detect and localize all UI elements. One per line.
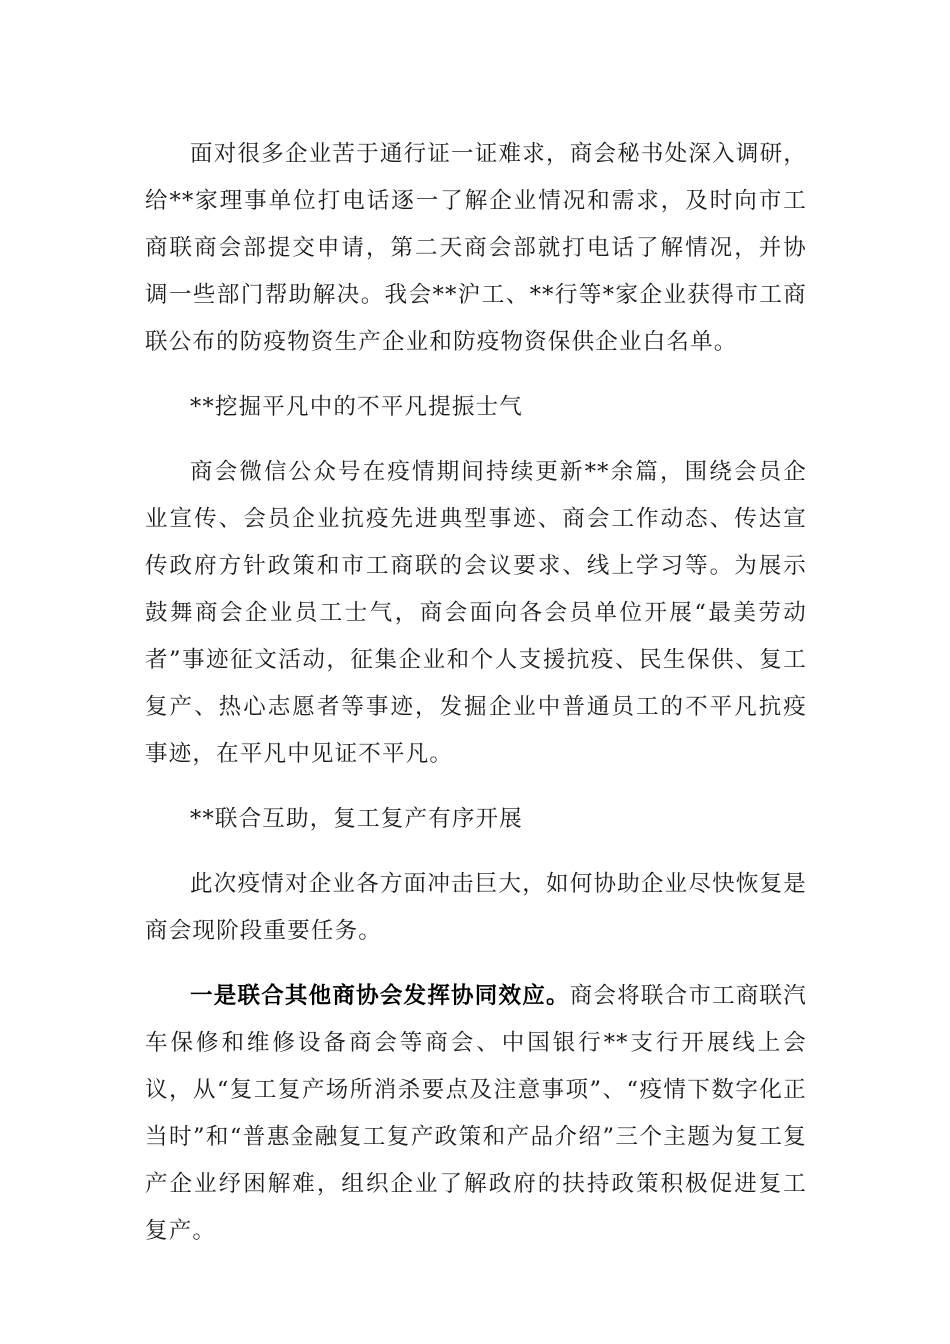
paragraph-lead-bold: 一是联合其他商协会发挥协同效应。 [190,983,570,1009]
paragraph-text: 面对很多企业苦于通行证一证难求，商会秘书处深入调研，给**家理事单位打电话逐一了解企业情况和需求，及时向市工商联商会部提交申请，第二天商会部就打电话了解情况，并协调一些部门帮助解决。我会**沪工、**行等*家企业获得市工商联公布的防疫物资生产企业和防疫物资保供企业白名单。 [145,141,807,355]
paragraph-joint-associations [145,973,807,1255]
paragraph-wechat-account [145,449,807,778]
heading-text: **联合互助，复工复产有序开展 [190,806,524,832]
section-heading-morale [145,384,807,431]
paragraph-pass-permits [145,131,807,366]
paragraph-epidemic-impact [145,861,807,955]
heading-text: **挖掘平凡中的不平凡提振士气 [190,394,524,420]
paragraph-text: 商会将联合市工商联汽车保修和维修设备商会等商会、中国银行**支行开展线上会议，从“复工复产场所消杀要点及注意事项”、“疫情下数字化正当时”和“普惠金融复工复产政策和产品介绍”三个主题为复工复产企业纾困解难，组织企业了解政府的扶持政策积极促进复工复产。 [145,983,807,1244]
document-body [145,131,807,1273]
paragraph-text: 商会微信公众号在疫情期间持续更新**余篇，围绕会员企业宣传、会员企业抗疫先进典型事迹、商会工作动态、传达宣传政府方针政策和市工商联的会议要求、线上学习等。为展示鼓舞商会企业员工士气，商会面向各会员单位开展“最美劳动者”事迹征文活动，征集企业和个人支援抗疫、民生保供、复工复产、热心志愿者等事迹，发掘企业中普通员工的不平凡抗疫事迹，在平凡中见证不平凡。 [145,459,807,767]
section-heading-resumption [145,796,807,843]
paragraph-text: 此次疫情对企业各方面冲击巨大，如何协助企业尽快恢复是商会现阶段重要任务。 [145,871,807,944]
